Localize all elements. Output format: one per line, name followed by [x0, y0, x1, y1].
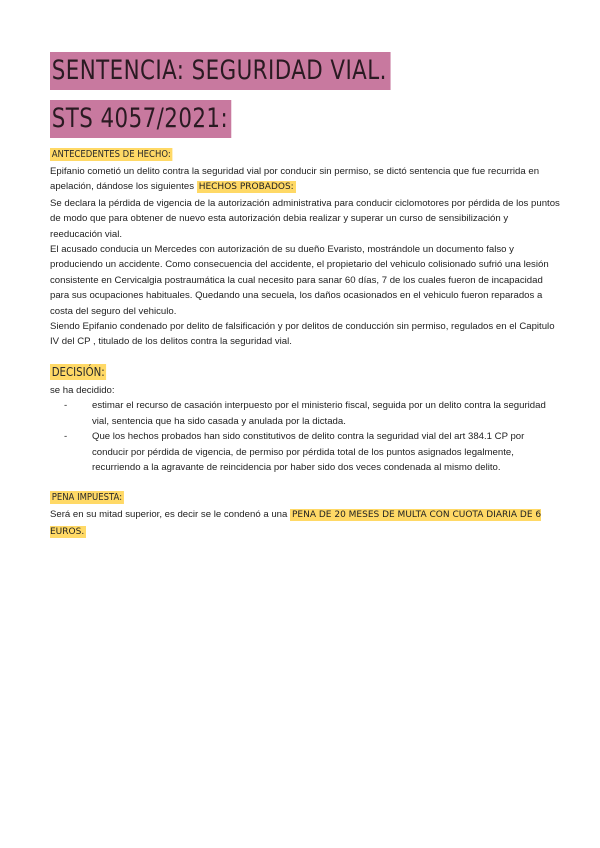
decision-heading: DECISIÓN: [51, 364, 105, 379]
pena-heading: PENA IMPUESTA: [51, 492, 123, 504]
decision-intro: se ha decidido: [50, 384, 115, 396]
document-page [50, 52, 560, 540]
section-pena [50, 487, 560, 540]
antecedentes-intro [50, 164, 560, 196]
decision-list [50, 398, 560, 475]
antecedentes-intro-text: Epifanio cometió un delito contra la seguridad vial por conducir sin permiso, se dictó sentencia que fue recurrida en apelación, dándose los siguientes [50, 166, 540, 193]
antecedentes-heading: ANTECEDENTES DE HECHO: [51, 149, 171, 160]
antecedentes-paragraph-3: Siendo Epifanio condenado por delito de falsificación y por delitos de conducción sin permiso, regulados en el Capitulo IV del CP , titulado de los delitos contra la seguridad vial. [50, 321, 555, 348]
bullet-dash: - [64, 400, 68, 412]
list-item [50, 398, 560, 429]
pena-text [50, 507, 560, 540]
decision-item-text: estimar el recurso de casación interpuesto por el ministerio fiscal, seguida por un delito contra la seguridad vial, sentencia que ha sido casada y anulada por la dictada. [92, 400, 546, 427]
antecedentes-paragraph-1: Se declara la pérdida de vigencia de la autorización administrativa para conducir ciclomotores por pérdida de los puntos de modo que para obtener de nuevo esta autorización debia realizar y superar un curso de sensibilización y reeducación vial. [50, 197, 560, 240]
bullet-dash: - [64, 431, 68, 443]
antecedentes-paragraph-2: El acusado conducia un Mercedes con autorización de su dueño Evaristo, mostrándole un documento falso y produciendo un accidente. Como consecuencia del accidente, el propietario del vehiculo colisionado sufrió una lesión consistente en Cervicalgia postraumática la cual necesito para sanar 60 días, 7 de los cuales fueron de incapacidad para sus ocupaciones habituales. Quedando una secuela, los daños ocasionados en el vehiculo fueron reparados a costa del seguro del vehiculo. [50, 244, 549, 317]
pena-highlight: PENA DE 20 MESES DE MULTA CON CUOTA DIARIA DE 6 EUROS. [50, 510, 542, 537]
title-line-2 [50, 100, 560, 144]
decision-item-text: Que los hechos probados han sido constitutivos de delito contra la seguridad vial del art 384.1 CP por conducir por pérdida de vigencia, de permiso por pérdida total de los puntos asignados legalmente, recurriendo a la agravante de reincidencia por haber sido dos veces condenada al mismo delito. [92, 431, 525, 473]
section-antecedentes [50, 144, 560, 350]
hechos-probados-highlight: HECHOS PROBADOS: [198, 182, 294, 193]
document-subtitle: STS 4057/2021: [50, 100, 232, 138]
list-item [50, 429, 560, 475]
pena-text-before: Será en su mitad superior, es decir se le condenó a una [50, 509, 290, 521]
section-decision [50, 362, 560, 475]
document-title: SENTENCIA: SEGURIDAD VIAL. [50, 52, 390, 90]
title-line-1 [50, 52, 560, 100]
